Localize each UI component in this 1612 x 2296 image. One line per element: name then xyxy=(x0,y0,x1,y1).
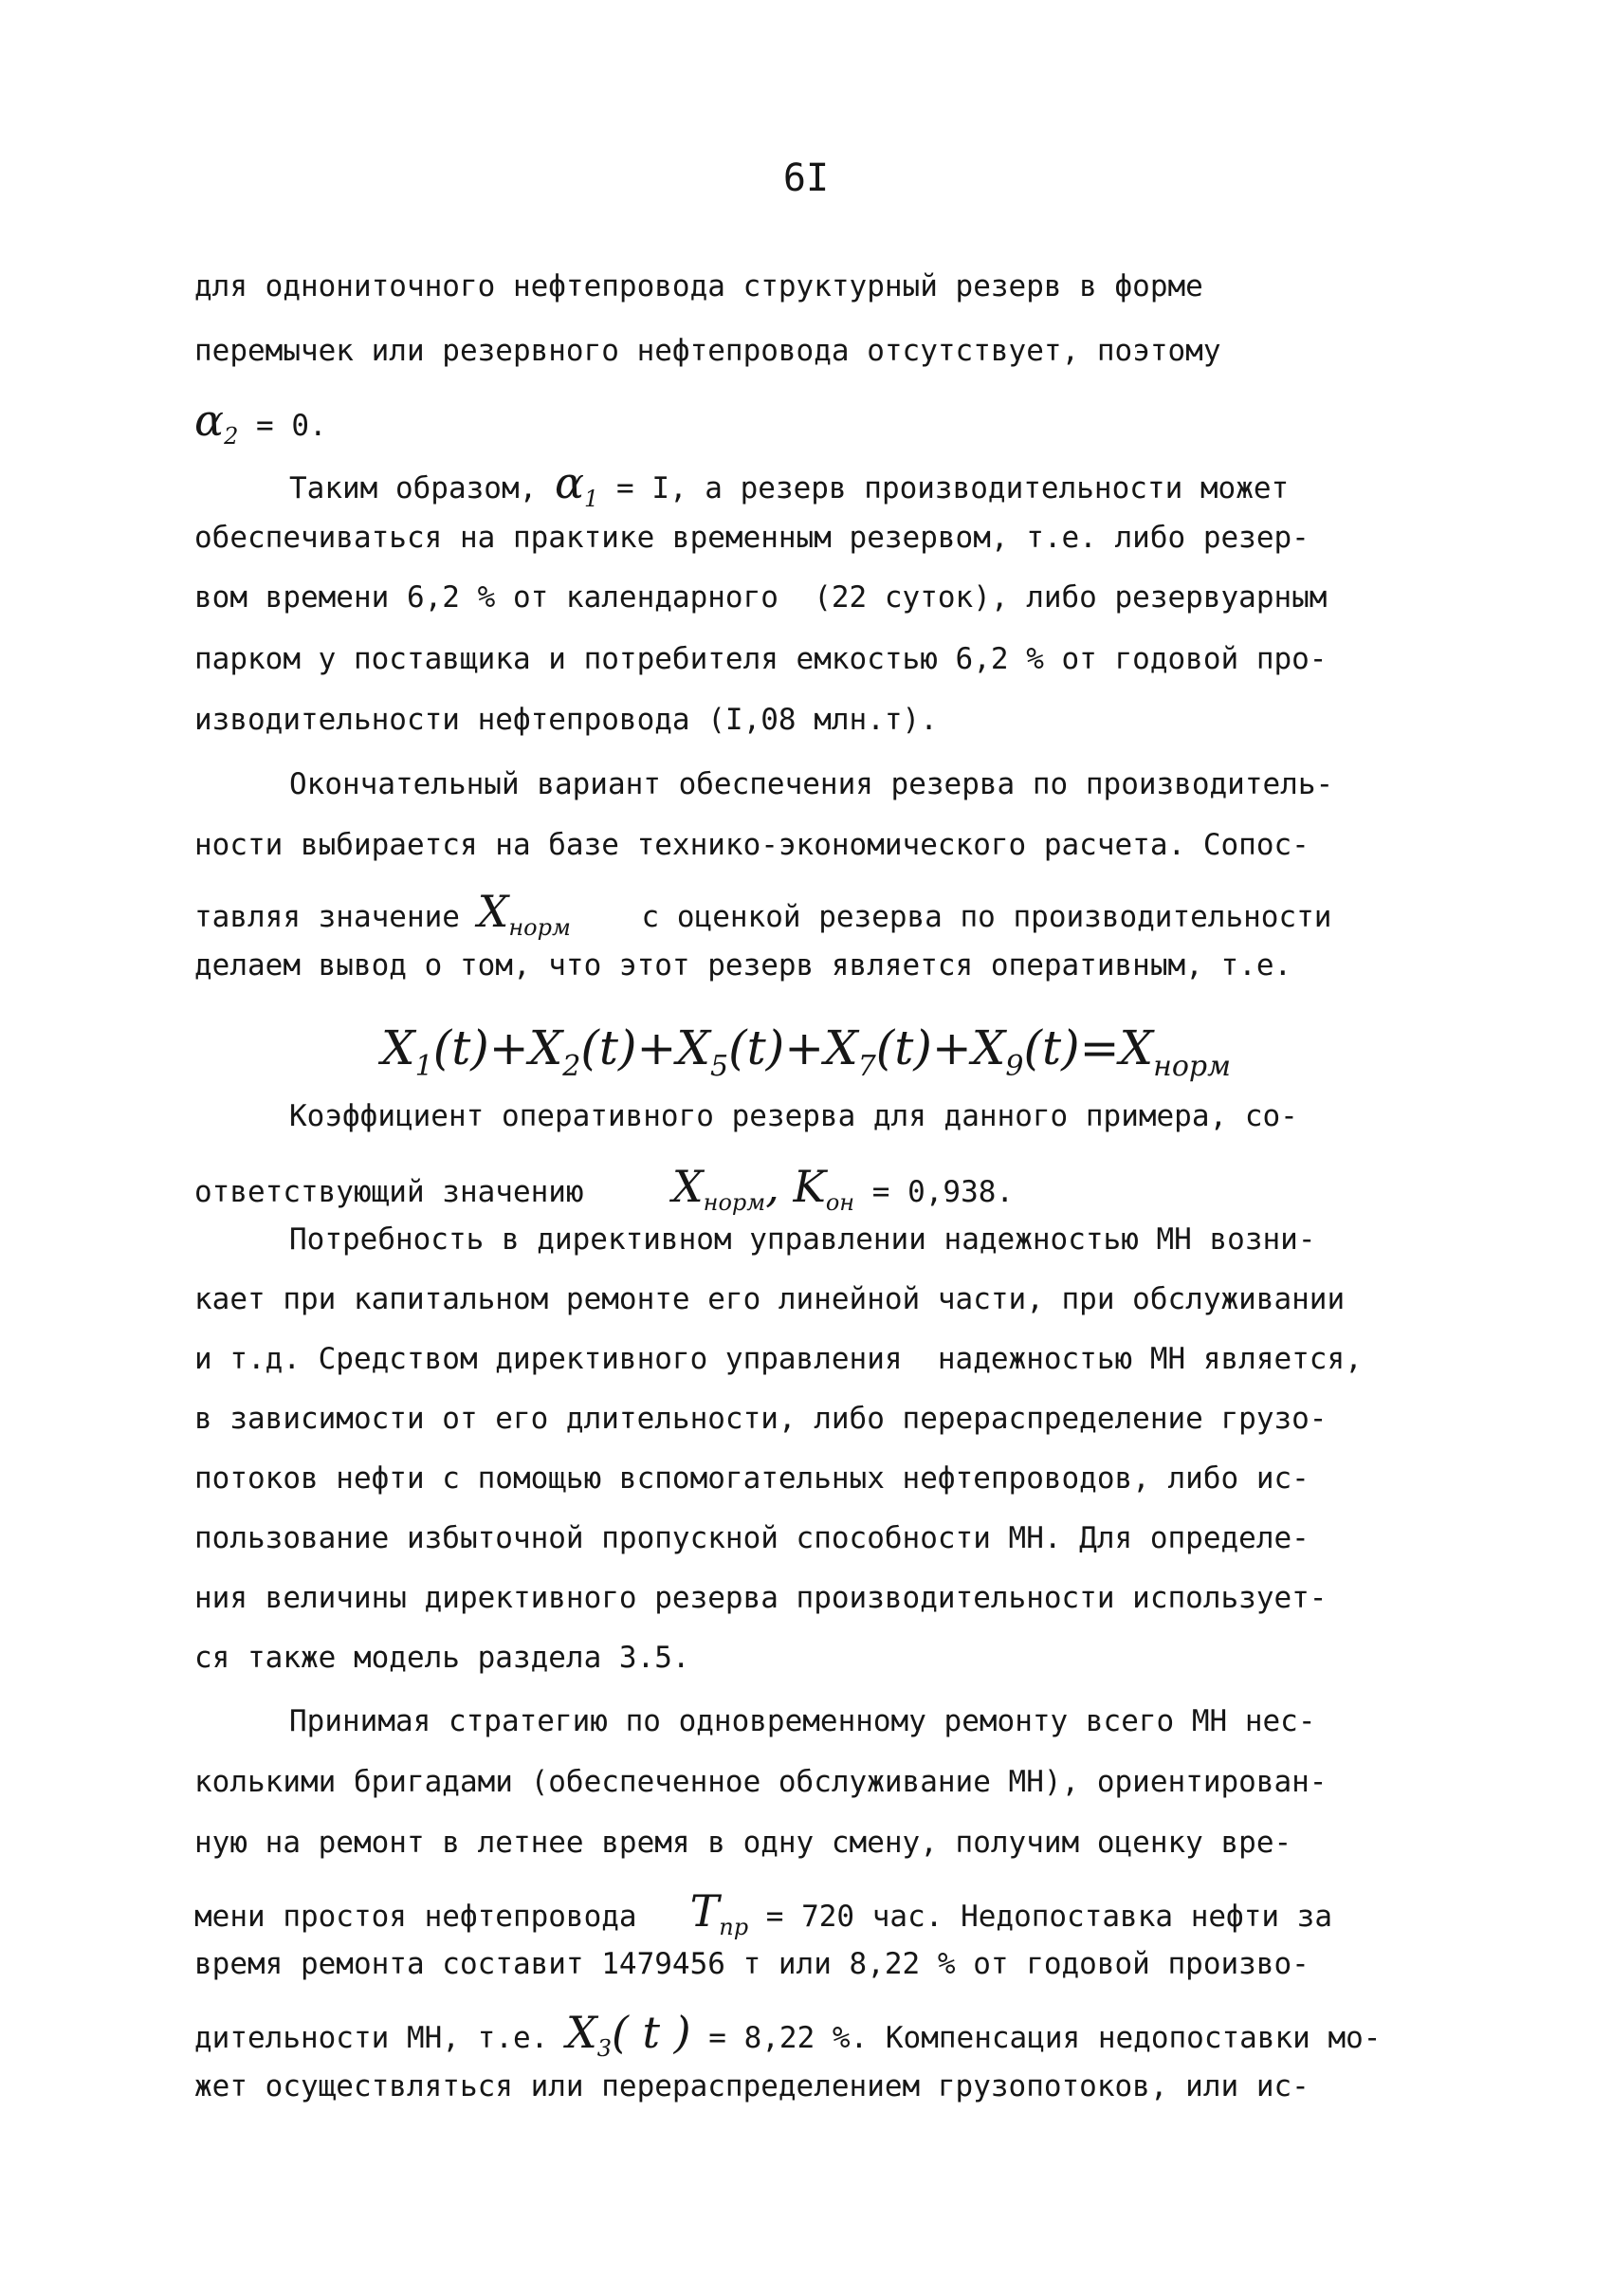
formula-subscript: 2 xyxy=(562,1050,581,1083)
text-line: ную на ремонт в летнее время в одну смену, получим оценку вре- xyxy=(194,1826,1292,1860)
text-line: Потребность в директивном управлении надежностью МН возни- xyxy=(289,1222,1316,1257)
text-line: для однониточного нефтепровода структурный резерв в форме xyxy=(194,269,1203,303)
text-line xyxy=(194,2007,1382,2062)
alpha-symbol: α xyxy=(194,395,225,446)
text-line: ности выбирается на базе технико-экономического расчета. Сопос- xyxy=(194,828,1310,862)
k-subscript: он xyxy=(825,1189,855,1216)
text-segment: = I, а резерв производительности может xyxy=(598,471,1290,505)
x-norm-symbol: X xyxy=(477,886,509,937)
alpha-symbol: α xyxy=(554,457,585,508)
text-line: пользование избыточной пропускной способности МН. Для определе- xyxy=(194,1521,1310,1555)
text-segment: с оценкой резерва по производительности xyxy=(570,900,1332,934)
x-subscript: 3 xyxy=(596,2035,612,2062)
text-segment: = 0,938. xyxy=(854,1175,1015,1209)
text-segment: ответствующий значению xyxy=(194,1175,672,1209)
formula-term: (t)+X xyxy=(580,1020,710,1075)
text-line: время ремонта составит 1479456 т или 8,22 % от годовой произво- xyxy=(194,1947,1310,1981)
formula-subscript: 7 xyxy=(857,1050,876,1083)
formula-term: (t)+X xyxy=(875,1020,1006,1075)
k-symbol: K xyxy=(793,1161,826,1212)
text-line: Окончательный вариант обеспечения резерва по производитель- xyxy=(289,767,1334,801)
text-line: Принимая стратегию по одновременному ремонту всего МН нес- xyxy=(289,1704,1316,1738)
text-line: жет осуществляться или перераспределением грузопотоков, или ис- xyxy=(194,2069,1310,2103)
text-line xyxy=(194,1161,1015,1216)
formula-subscript: 5 xyxy=(710,1050,729,1083)
text-segment: = 8,22 %. Компенсация недопоставки мо- xyxy=(690,2021,1382,2055)
formula-term: (t)+X xyxy=(728,1020,858,1075)
x-symbol: X xyxy=(565,2007,597,2058)
text-line: колькими бригадами (обеспеченное обслуживание МН), ориентирован- xyxy=(194,1765,1328,1799)
formula-term: X xyxy=(380,1020,415,1075)
formula-subscript: 9 xyxy=(1005,1050,1024,1083)
text-line: ния величины директивного резерва производительности использует- xyxy=(194,1581,1328,1615)
text-line xyxy=(289,457,1290,512)
text-segment: тавляя значение xyxy=(194,900,478,934)
text-line: ся также модель раздела 3.5. xyxy=(194,1641,690,1675)
text-segment: = 720 час. Недопоставка нефти за xyxy=(748,1900,1333,1934)
t-symbol: T xyxy=(689,1885,720,1937)
text-line: Коэффициент оперативного резерва для данного примера, со- xyxy=(289,1099,1298,1133)
text-segment: дительности МН, т.е. xyxy=(194,2021,566,2055)
reserve-formula xyxy=(0,1020,1612,1083)
text-line: перемычек или резервного нефтепровода отсутствует, поэтому xyxy=(194,334,1221,368)
text-line: вом времени 6,2 % от календарного (22 суток), либо резервуарным xyxy=(194,580,1328,615)
text-segment: , xyxy=(765,1161,794,1212)
equation-tail: = 0. xyxy=(238,409,327,443)
t-subscript: пр xyxy=(719,1914,749,1940)
page-number: 6I xyxy=(782,156,830,200)
formula-term: (t)+X xyxy=(432,1020,563,1075)
formula-subscript: 1 xyxy=(414,1050,433,1083)
text-line xyxy=(194,1885,1333,1940)
x-norm-subscript: норм xyxy=(508,914,571,941)
text-line: обеспечиваться на практике временным резервом, т.е. либо резер- xyxy=(194,521,1310,555)
time-arg: ( t ) xyxy=(611,2007,691,2058)
x-norm-symbol: X xyxy=(671,1161,704,1212)
text-line: делаем вывод о том, что этот резерв является оперативным, т.е. xyxy=(194,948,1292,983)
text-line: кает при капитальном ремонте его линейной части, при обслуживании xyxy=(194,1282,1346,1316)
text-line xyxy=(194,395,327,450)
alpha-subscript: 2 xyxy=(224,423,239,450)
x-norm-subscript: норм xyxy=(703,1189,766,1216)
text-line xyxy=(194,886,1332,941)
text-line: изводительности нефтепровода (I,08 млн.т). xyxy=(194,703,938,737)
formula-term: (t)=X xyxy=(1023,1020,1154,1075)
alpha-subscript: 1 xyxy=(584,486,599,512)
text-line: потоков нефти с помощью вспомогательных нефтепроводов, либо ис- xyxy=(194,1461,1310,1496)
text-segment: Таким образом, xyxy=(289,471,555,505)
text-line: парком у поставщика и потребителя емкостью 6,2 % от годовой про- xyxy=(194,642,1328,676)
text-line: и т.д. Средством директивного управления надежностью МН является, xyxy=(194,1342,1363,1376)
text-segment: мени простоя нефтепровода xyxy=(194,1900,690,1934)
formula-subscript: норм xyxy=(1153,1050,1232,1083)
text-line: в зависимости от его длительности, либо перераспределение грузо- xyxy=(194,1402,1328,1436)
